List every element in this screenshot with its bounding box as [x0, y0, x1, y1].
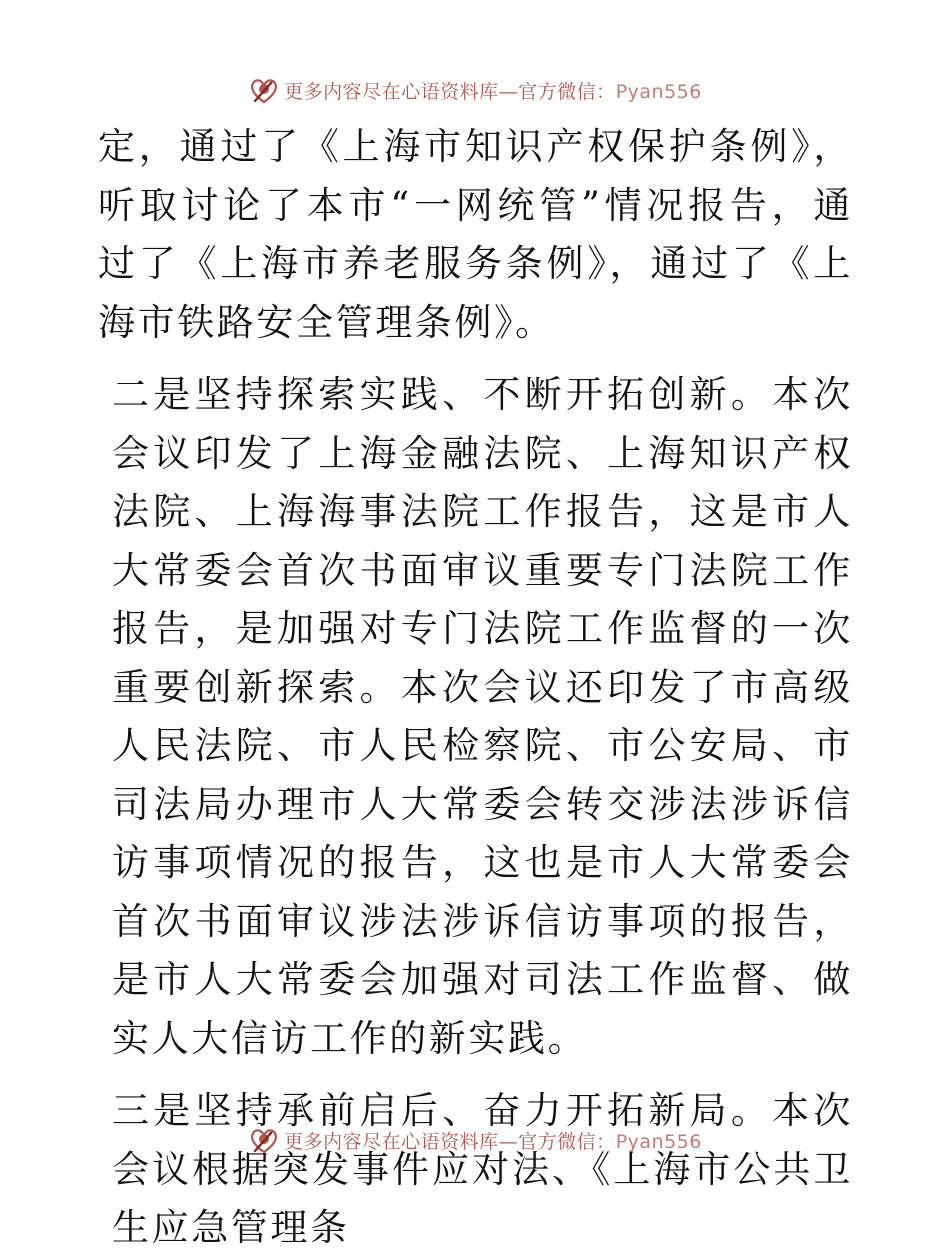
- header-banner: [0, 72, 950, 108]
- paragraph-1: 定，通过了《上海市知识产权保护条例》，听取讨论了本市“一网统管”情况报告，通过了《上海市养老服务条例》，通过了《上海市铁路安全管理条例》。: [98, 125, 853, 344]
- heart-pen-logo-icon: [248, 1124, 280, 1156]
- document-body: [98, 118, 853, 1258]
- paragraph-3: 三是坚持承前启后、奋力开拓新局。本次会议根据突发事件应对法、《上海市公共卫生应急管理条: [112, 1089, 853, 1249]
- footer-brand: 更多内容尽在心语资料库: [284, 1130, 499, 1153]
- paragraph-2: 二是坚持探索实践、不断开拓创新。本次会议印发了上海金融法院、上海知识产权法院、上海海事法院工作报告，这是市人大常委会首次书面审议重要专门法院工作报告，是加强对专门法院工作监督的一次重要创新探索。本次会议还印发了市高级人民法院、市人民检察院、市公安局、市司法局办理市人大常委会转交涉法涉诉信访事项情况的报告，这也是市人大常委会首次书面审议涉法涉诉信访事项的报告，是市人大常委会加强对司法工作监督、做实人大信访工作的新实践。: [112, 373, 853, 1060]
- footer-text: [284, 1127, 702, 1154]
- header-separator: —: [498, 80, 519, 103]
- heart-pen-logo-icon: [248, 74, 280, 106]
- header-text: [284, 77, 702, 104]
- footer-label: 官方微信：: [518, 1130, 616, 1153]
- footer-separator: —: [498, 1130, 519, 1153]
- footer-banner: [0, 1122, 950, 1158]
- header-wechat-id: Pyan556: [615, 80, 702, 103]
- header-label: 官方微信：: [518, 80, 616, 103]
- footer-wechat-id: Pyan556: [615, 1130, 702, 1153]
- header-brand: 更多内容尽在心语资料库: [284, 80, 499, 103]
